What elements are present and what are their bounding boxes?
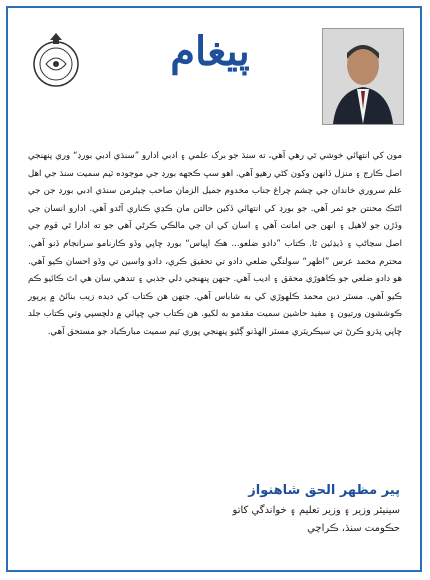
minister-portrait [322, 28, 404, 125]
government-seal-icon [30, 30, 82, 90]
message-paragraph: مون کي انتهائي خوشي ٿي رهي آهي، ته سنڌ جو برک علمي ۽ ادبي ادارو ”سنڌي ادبي بورڊ“ وري پنهنجي اصل ڪارج ۽ منزل ڏانهن وکون کڻي رهيو آهي. اهو سڀ ڪجهه بورڊ جي موجوده ٽيم سميت سنڌ جي اهل علم سروري خاندان جي چشم چراغ جناب مخدوم جميل الزمان صاحب چيئرمن سنڌي ادبي بورڊ جن جي اڻٿڪ محنتن جو ثمر آهي. جو بورڊ کي انتهائي ڏکين حالتن مان ڪڍي ڪناري آڻدو آهي. ادارو انسان جي وڏڙن جو لاهيل ۽ انهن جي امانت آهي ۽ اسان کي ان جي مالڪي ڪرڻي آهي جو ته ادارا ٿي قوم جي اصل سڃاڻپ ۽ ڏيڍئين ٿا. ڪتاب ”دادو ضلعو... هڪ اڀياس“ بورڊ ڇاپي وڏو ڪارنامو سرانجام ڏنو آهي. محترم محمد عرس ”اظهر“ سولنگي ضلعي دادو تي تحقيق ڪري، دادو واسين تي وڏو احسان ڪيو آهي. هو دادو ضلعي جو ڪاهوڙي محقق ۽ اديب آهي. جنهن پنهنجي دلي جذبي ۽ تندهي سان هي اٿ ڪائيو ڪم ڪيو آهي. مسٽر دين محمد ڪلهوڙي کي به شاباس آهي. جنهن هن ڪتاب کي ديده زيب بنائڻ ۾ پرپور ڪوششون ورتيون ۽ مفيد حاشين سميت مقدمو به لکيو. هن ڪتاب جي ڇپائي ۾ دلچسپي وٺي ڪتاب جلد ڇاپي پڌرو ڪرڻ تي سيڪريٽري مسٽر الهڏنو ڳڻيو پنهنجي پوري ٽيم سميت مبارڪباد جو مستحق آهي. [28, 151, 402, 337]
signatory-title: سينيئر وزير ۽ وزير تعليم ۽ خواندگي کاتو [232, 505, 400, 516]
message-heading: پيغام [170, 28, 250, 75]
signature-block [130, 480, 400, 538]
signatory-office: حڪومت سنڌ، ڪراچي [307, 523, 400, 534]
message-body [28, 148, 402, 342]
signatory-name: پير مظهر الحق شاهنواز [248, 483, 400, 498]
